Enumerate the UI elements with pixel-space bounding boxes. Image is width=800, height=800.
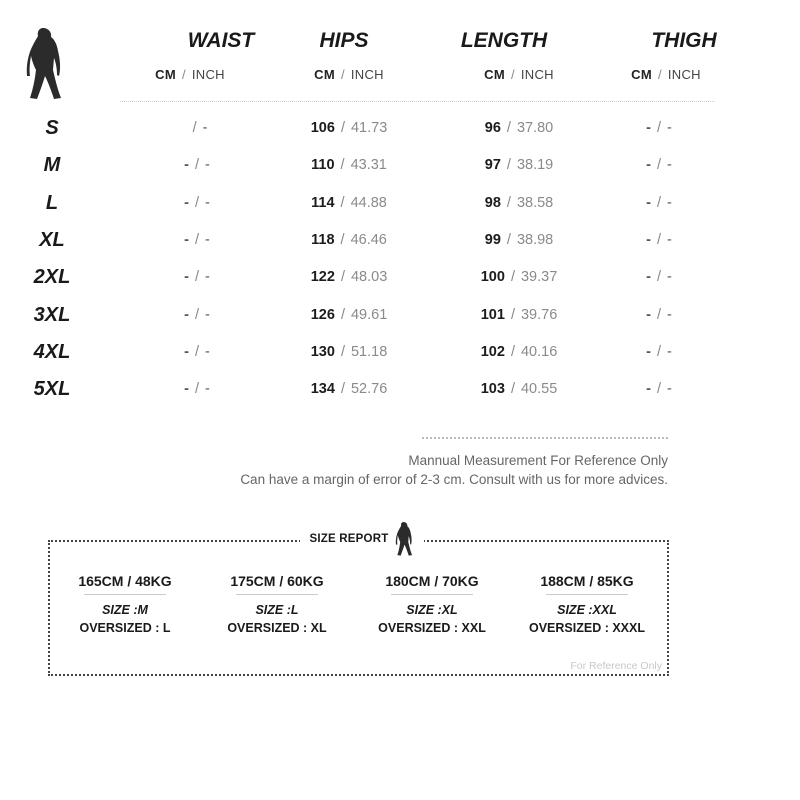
inch-value: 46.46 (350, 231, 387, 248)
size-report-label: SIZE REPORT (309, 533, 389, 545)
length-cell (449, 344, 589, 360)
column-header-thigh: THIGH (651, 29, 717, 52)
length-cell (449, 381, 589, 397)
inch-value: - (205, 157, 210, 174)
unit-separator: / (340, 157, 345, 174)
unit-label-waist: CM / INCH (155, 67, 225, 82)
height-weight: 175CM / 60KG (230, 573, 324, 589)
length-cell (449, 232, 589, 248)
report-card-4 (517, 573, 657, 635)
height-weight: 165CM / 48KG (78, 573, 172, 589)
unit-separator: / (656, 120, 662, 136)
unit-label-thigh: CM / INCH (631, 67, 701, 82)
size-label: L (45, 191, 59, 214)
inch-value: 44.88 (350, 194, 387, 211)
inch-value: 38.19 (516, 157, 554, 174)
waist-cell (127, 157, 267, 173)
cm-value: - (184, 269, 189, 286)
cm-value: 114 (311, 194, 335, 211)
cm-value: 101 (480, 306, 505, 323)
unit-separator: / (340, 231, 345, 248)
unit-separator: / (340, 194, 345, 211)
thigh-cell (589, 344, 729, 360)
inch-value: - (667, 194, 672, 211)
waist-cell (127, 344, 267, 360)
cm-value: - (184, 231, 189, 248)
unit-separator: / (506, 157, 511, 174)
cm-value: - (646, 231, 651, 248)
unit-separator: / (656, 231, 662, 248)
thigh-cell (589, 381, 729, 397)
unit-separator: / (194, 231, 200, 248)
cm-value: 134 (310, 381, 335, 398)
inch-value: - (667, 306, 672, 323)
hips-cell (279, 195, 419, 211)
report-card-3 (362, 573, 502, 635)
unit-label-length: CM / INCH (484, 67, 554, 82)
inch-value: 52.76 (350, 381, 388, 398)
cm-value: - (646, 194, 651, 211)
unit-separator: / (194, 343, 200, 360)
hips-cell (279, 381, 419, 397)
inch-value: - (667, 157, 672, 174)
inch-value: - (667, 231, 672, 248)
inch-value: - (205, 269, 210, 286)
unit-separator: / (506, 231, 511, 248)
cm-value: - (184, 381, 189, 398)
unit-separator: / (656, 343, 662, 360)
length-cell (449, 195, 589, 211)
thigh-cell (589, 195, 729, 211)
waist-cell (127, 381, 267, 397)
unit-separator: / (510, 306, 515, 323)
margin-note: Can have a margin of error of 2-3 cm. Consult with us for more advices. (240, 472, 668, 487)
unit-separator: / (656, 157, 662, 174)
unit-separator: / (506, 120, 511, 136)
unit-separator: / (194, 194, 200, 211)
size-label: XL (39, 228, 65, 251)
inch-value: 40.55 (520, 381, 558, 398)
notes-divider (422, 437, 668, 439)
inch-value: 37.80 (516, 120, 554, 136)
cm-value: 122 (310, 269, 335, 286)
inch-value: 39.76 (520, 306, 558, 323)
cm-value: 98 (484, 194, 501, 211)
oversized-size: OVERSIZED : XXXL (529, 621, 645, 635)
unit-label-hips: CM / INCH (314, 67, 384, 82)
hips-cell (279, 269, 419, 285)
report-card-1 (55, 573, 195, 635)
recommended-size: SIZE :XXL (557, 603, 617, 617)
recommended-size: SIZE :XL (406, 603, 458, 617)
cm-value: - (646, 157, 651, 174)
cm-value: - (646, 269, 651, 286)
unit-separator: / (510, 381, 515, 398)
hips-cell (279, 232, 419, 248)
cm-value: 103 (480, 381, 505, 398)
gorilla-logo-icon (24, 26, 64, 102)
size-label: 2XL (33, 266, 71, 289)
inch-value: 40.16 (520, 343, 558, 360)
thigh-cell (589, 269, 729, 285)
cm-value: - (646, 343, 651, 360)
length-cell (449, 269, 589, 285)
gorilla-walking-icon (394, 521, 414, 557)
column-header-waist: WAIST (187, 29, 255, 52)
size-label: 3XL (33, 303, 71, 326)
inch-value: 43.31 (350, 157, 387, 174)
size-label: 4XL (33, 340, 71, 363)
unit-separator: / (194, 306, 200, 323)
thigh-cell (589, 120, 729, 136)
cm-value: 118 (311, 231, 335, 248)
cm-value: - (184, 194, 189, 211)
length-cell (449, 307, 589, 323)
unit-separator: / (510, 269, 515, 286)
cm-value: 99 (484, 231, 501, 248)
recommended-size: SIZE :M (102, 603, 148, 617)
waist-cell (127, 232, 267, 248)
unit-separator: / (656, 306, 662, 323)
reference-note: For Reference Only (570, 660, 662, 672)
waist-cell (127, 307, 267, 323)
cm-value: - (646, 120, 651, 136)
measurement-note: Mannual Measurement For Reference Only (408, 453, 668, 468)
unit-separator: / (194, 381, 200, 398)
cm-value: - (646, 306, 651, 323)
unit-separator: / (192, 120, 197, 136)
length-cell (449, 157, 589, 173)
unit-separator: / (340, 269, 345, 286)
inch-value: - (205, 343, 210, 360)
waist-cell (127, 120, 267, 136)
cm-value: 97 (484, 157, 501, 174)
height-weight: 180CM / 70KG (385, 573, 479, 589)
thigh-cell (589, 307, 729, 323)
inch-value: - (202, 120, 208, 136)
thigh-cell (589, 157, 729, 173)
unit-separator: / (510, 343, 515, 360)
thigh-cell (589, 232, 729, 248)
oversized-size: OVERSIZED : XL (227, 621, 327, 635)
unit-separator: / (656, 194, 662, 211)
recommended-size: SIZE :L (255, 603, 299, 617)
unit-separator: / (506, 194, 511, 211)
height-weight: 188CM / 85KG (540, 573, 634, 589)
unit-separator: / (340, 120, 345, 136)
column-header-length: LENGTH (460, 29, 548, 52)
inch-value: - (667, 381, 672, 398)
size-report-title (300, 524, 424, 554)
inch-value: 39.37 (520, 269, 558, 286)
cm-value: - (646, 381, 651, 398)
waist-cell (127, 269, 267, 285)
inch-value: - (667, 343, 672, 360)
unit-separator: / (340, 343, 345, 360)
inch-value: - (205, 306, 210, 323)
unit-separator: / (340, 306, 345, 323)
oversized-size: OVERSIZED : XXL (378, 621, 486, 635)
hips-cell (279, 157, 419, 173)
cm-value: 96 (484, 120, 501, 136)
size-label: S (45, 117, 59, 139)
inch-value: - (205, 381, 210, 398)
inch-value: - (667, 120, 672, 136)
hips-cell (279, 344, 419, 360)
unit-separator: / (194, 269, 200, 286)
card-divider (391, 594, 473, 595)
card-divider (236, 594, 318, 595)
report-card-2 (207, 573, 347, 635)
hips-cell (279, 120, 419, 136)
unit-separator: / (656, 381, 662, 398)
inch-value: - (205, 231, 210, 248)
cm-value: 110 (311, 157, 335, 174)
length-cell (449, 120, 589, 136)
card-divider (84, 594, 166, 595)
unit-separator: / (656, 269, 662, 286)
waist-cell (127, 195, 267, 211)
inch-value: - (205, 194, 210, 211)
card-divider (546, 594, 628, 595)
inch-value: 38.98 (516, 231, 554, 248)
inch-value: - (667, 269, 672, 286)
cm-value: - (184, 343, 189, 360)
inch-value: 48.03 (350, 269, 388, 286)
inch-value: 51.18 (350, 343, 388, 360)
inch-value: 41.73 (350, 120, 388, 136)
cm-value: 126 (310, 306, 335, 323)
hips-cell (279, 307, 419, 323)
inch-value: 49.61 (350, 306, 388, 323)
size-label: M (43, 154, 61, 177)
unit-separator: / (194, 157, 200, 174)
cm-value: 100 (480, 269, 505, 286)
size-label: 5XL (33, 378, 71, 401)
cm-value: - (184, 157, 189, 174)
header-divider (120, 101, 715, 102)
cm-value: 130 (310, 343, 335, 360)
inch-value: 38.58 (516, 194, 554, 211)
cm-value: - (184, 306, 189, 323)
cm-value: 102 (480, 343, 505, 360)
unit-separator: / (340, 381, 345, 398)
column-header-hips: HIPS (319, 29, 369, 52)
oversized-size: OVERSIZED : L (79, 621, 171, 635)
cm-value: 106 (310, 120, 335, 136)
